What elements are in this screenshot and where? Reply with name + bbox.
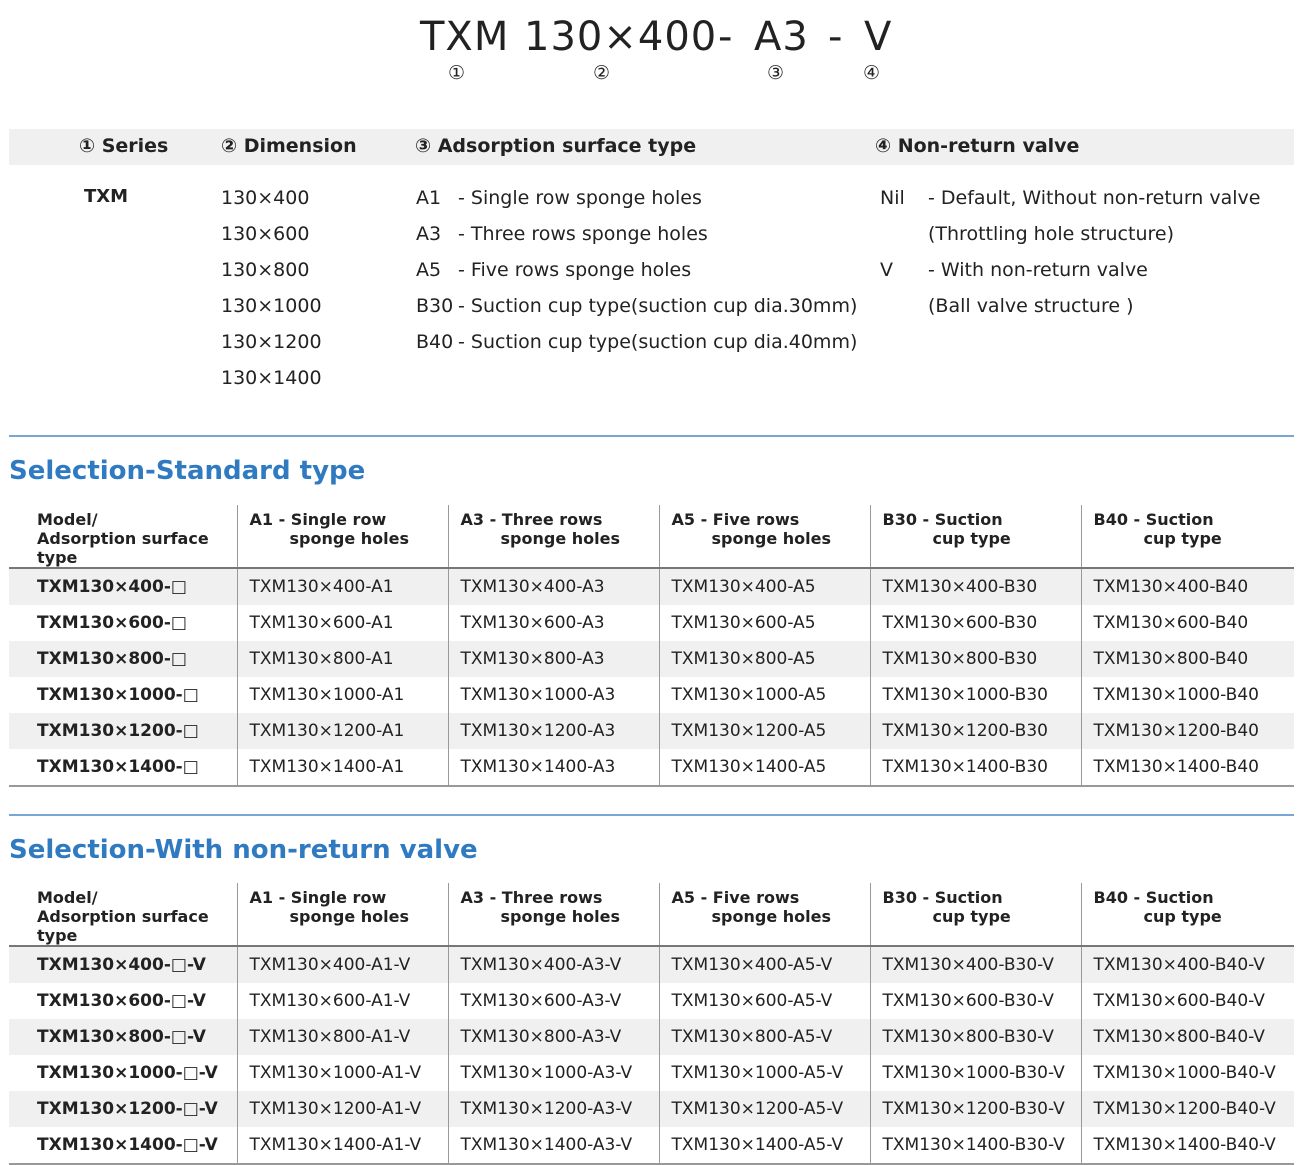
table-cell: TXM130×1400-A1-V [237, 1127, 448, 1164]
table-cell: TXM130×800-B30-V [870, 1019, 1081, 1055]
column-header-model: Model/ Adsorption surface type [9, 883, 237, 946]
table-cell: TXM130×400-A3-V [448, 946, 659, 983]
surface-code: A1 [416, 187, 442, 209]
column-header-a1: A1 - Single row sponge holes [237, 883, 448, 946]
dimension-item: 130×400 [221, 187, 310, 209]
table-cell: TXM130×400-A5 [659, 568, 870, 605]
surface-type-list [416, 180, 857, 360]
table-cell: TXM130×800-A1 [237, 641, 448, 677]
table-cell: TXM130×600-A5 [659, 605, 870, 641]
standard-section-title: Selection-Standard type [9, 456, 366, 486]
code-surface: A3 [754, 14, 809, 60]
model-cell: TXM130×800-□-V [9, 1019, 237, 1055]
valve-note: (Throttling hole structure) [928, 223, 1174, 245]
column-header-a5: A5 - Five rows sponge holes [659, 883, 870, 946]
standard-selection-table [9, 505, 1294, 787]
model-cell: TXM130×600-□ [37, 613, 187, 633]
model-cell: TXM130×1000-□-V [37, 1063, 218, 1083]
valve-option-item [880, 252, 1261, 288]
code-series: TXM [420, 14, 510, 60]
spec-header-surface: ③ Adsorption surface type [415, 135, 697, 157]
table-cell: TXM130×1400-B40-V [1081, 1127, 1294, 1164]
model-cell: TXM130×1400-□-V [9, 1127, 237, 1164]
table-row [9, 1055, 1294, 1091]
valve-selection-table [9, 883, 1294, 1165]
table-row [9, 641, 1294, 677]
code-number-4: ④ [863, 62, 881, 84]
table-row [9, 1019, 1294, 1055]
table-cell: TXM130×1400-A1 [237, 749, 448, 786]
table-cell: TXM130×400-B40 [1081, 568, 1294, 605]
table-cell: TXM130×1200-A1 [237, 713, 448, 749]
valve-option-list [880, 180, 1261, 324]
column-header-a3: A3 - Three rows sponge holes [448, 883, 659, 946]
table-cell: TXM130×1400-A5-V [659, 1127, 870, 1164]
table-cell: TXM130×1200-A5-V [659, 1091, 870, 1127]
table-cell: TXM130×1000-A5-V [659, 1055, 870, 1091]
surface-type-item [416, 180, 857, 216]
model-cell: TXM130×1000-□ [37, 685, 199, 705]
section-divider [9, 814, 1294, 816]
code-dimension: 130×400 [524, 14, 718, 60]
valve-desc: - Default, Without non-return valve [928, 187, 1261, 209]
column-header-b40: B40 - Suction cup type [1081, 883, 1294, 946]
table-cell: TXM130×1200-B30-V [870, 1091, 1081, 1127]
dimension-item: 130×800 [221, 259, 310, 281]
table-cell: TXM130×400-A5-V [659, 946, 870, 983]
spec-header-band [9, 129, 1294, 165]
table-row [9, 568, 1294, 605]
dimension-list [221, 180, 322, 396]
table-cell: TXM130×1000-A3 [448, 677, 659, 713]
valve-desc: - With non-return valve [928, 259, 1148, 281]
table-cell: TXM130×1000-B40-V [1081, 1055, 1294, 1091]
table-cell: TXM130×800-B40-V [1081, 1019, 1294, 1055]
table-row [9, 749, 1294, 786]
spec-header-valve: ④ Non-return valve [875, 135, 1080, 157]
column-header-a1: A1 - Single row sponge holes [237, 505, 448, 568]
table-cell: TXM130×600-A3-V [448, 983, 659, 1019]
table-cell: TXM130×1000-B30-V [870, 1055, 1081, 1091]
table-row [9, 1127, 1294, 1164]
table-cell: TXM130×1200-B40-V [1081, 1091, 1294, 1127]
dimension-item: 130×1200 [221, 331, 322, 353]
table-cell: TXM130×1000-B40 [1081, 677, 1294, 713]
table-cell: TXM130×600-B40-V [1081, 983, 1294, 1019]
spec-header-series: ① Series [79, 135, 169, 157]
table-row [9, 946, 1294, 983]
table-cell: TXM130×800-B30 [870, 641, 1081, 677]
table-cell: TXM130×800-A5-V [659, 1019, 870, 1055]
table-cell: TXM130×1400-A5 [659, 749, 870, 786]
table-row [9, 605, 1294, 641]
table-cell: TXM130×1000-A1 [237, 677, 448, 713]
surface-code: A3 [416, 223, 442, 245]
model-cell: TXM130×600-□-V [37, 991, 206, 1011]
table-cell: TXM130×400-A1 [237, 568, 448, 605]
table-cell: TXM130×1400-A3 [448, 749, 659, 786]
surface-code: B40 [416, 331, 454, 353]
table-cell: TXM130×600-A5-V [659, 983, 870, 1019]
valve-code: Nil [880, 187, 905, 209]
table-cell: TXM130×800-A3 [448, 641, 659, 677]
table-row [9, 677, 1294, 713]
section-divider [9, 435, 1294, 437]
table-cell: TXM130×1200-A3 [448, 713, 659, 749]
table-cell: TXM130×1200-A1-V [237, 1091, 448, 1127]
column-header-b30: B30 - Suction cup type [870, 505, 1081, 568]
table-cell: TXM130×1200-A3-V [448, 1091, 659, 1127]
model-cell: TXM130×800-□ [9, 641, 237, 677]
table-cell: TXM130×600-A3 [448, 605, 659, 641]
code-dash-1: - [718, 14, 734, 60]
table-row [9, 1091, 1294, 1127]
table-cell: TXM130×600-B30-V [870, 983, 1081, 1019]
code-number-2: ② [593, 62, 611, 84]
surface-desc: - Three rows sponge holes [458, 223, 708, 245]
surface-type-item [416, 288, 857, 324]
table-cell: TXM130×800-B40 [1081, 641, 1294, 677]
code-number-1: ① [448, 62, 466, 84]
table-cell: TXM130×400-A1-V [237, 946, 448, 983]
model-code [0, 14, 1302, 62]
table-cell: TXM130×1000-B30 [870, 677, 1081, 713]
table-row [9, 713, 1294, 749]
dimension-item: 130×600 [221, 223, 310, 245]
table-cell: TXM130×400-B30-V [870, 946, 1081, 983]
table-cell: TXM130×600-B40 [1081, 605, 1294, 641]
table-cell: TXM130×400-B40-V [1081, 946, 1294, 983]
model-cell: TXM130×1200-□ [9, 713, 237, 749]
table-header-row [9, 883, 1294, 946]
dimension-item: 130×1400 [221, 367, 322, 389]
table-cell: TXM130×1400-B30-V [870, 1127, 1081, 1164]
table-cell: TXM130×1400-A3-V [448, 1127, 659, 1164]
table-header-row [9, 505, 1294, 568]
surface-type-item [416, 324, 857, 360]
series-value: TXM [84, 186, 129, 207]
surface-desc: - Suction cup type(suction cup dia.40mm) [458, 331, 858, 353]
surface-type-item [416, 216, 857, 252]
table-row [9, 983, 1294, 1019]
table-cell: TXM130×1400-B30 [870, 749, 1081, 786]
model-cell: TXM130×400-□ [9, 568, 237, 605]
code-number-3: ③ [767, 62, 785, 84]
model-cell: TXM130×1200-□-V [9, 1091, 237, 1127]
valve-code: V [880, 259, 893, 281]
table-cell: TXM130×1400-B40 [1081, 749, 1294, 786]
surface-desc: - Five rows sponge holes [458, 259, 692, 281]
table-cell: TXM130×1200-A5 [659, 713, 870, 749]
surface-code: A5 [416, 259, 442, 281]
column-header-a5: A5 - Five rows sponge holes [659, 505, 870, 568]
table-cell: TXM130×400-A3 [448, 568, 659, 605]
table-cell: TXM130×800-A5 [659, 641, 870, 677]
surface-desc: - Suction cup type(suction cup dia.30mm) [458, 295, 858, 317]
table-cell: TXM130×1000-A5 [659, 677, 870, 713]
table-cell: TXM130×1000-A1-V [237, 1055, 448, 1091]
column-header-b30: B30 - Suction cup type [870, 883, 1081, 946]
code-valve: V [864, 14, 893, 60]
valve-option-item [880, 180, 1261, 216]
table-cell: TXM130×600-A1 [237, 605, 448, 641]
table-cell: TXM130×1000-A3-V [448, 1055, 659, 1091]
table-cell: TXM130×800-A1-V [237, 1019, 448, 1055]
surface-desc: - Single row sponge holes [458, 187, 702, 209]
model-cell: TXM130×400-□-V [9, 946, 237, 983]
table-cell: TXM130×600-B30 [870, 605, 1081, 641]
table-cell: TXM130×400-B30 [870, 568, 1081, 605]
surface-code: B30 [416, 295, 454, 317]
table-cell: TXM130×1200-B30 [870, 713, 1081, 749]
table-cell: TXM130×600-A1-V [237, 983, 448, 1019]
column-header-b40: B40 - Suction cup type [1081, 505, 1294, 568]
column-header-model: Model/ Adsorption surface type [9, 505, 237, 568]
table-cell: TXM130×800-A3-V [448, 1019, 659, 1055]
code-dash-2: - [828, 14, 844, 60]
surface-type-item [416, 252, 857, 288]
valve-note: (Ball valve structure ) [928, 295, 1134, 317]
column-header-a3: A3 - Three rows sponge holes [448, 505, 659, 568]
spec-header-dimension: ② Dimension [221, 135, 357, 157]
model-cell: TXM130×1400-□ [9, 749, 237, 786]
valve-section-title: Selection-With non-return valve [9, 835, 478, 865]
table-cell: TXM130×1200-B40 [1081, 713, 1294, 749]
dimension-item: 130×1000 [221, 295, 322, 317]
